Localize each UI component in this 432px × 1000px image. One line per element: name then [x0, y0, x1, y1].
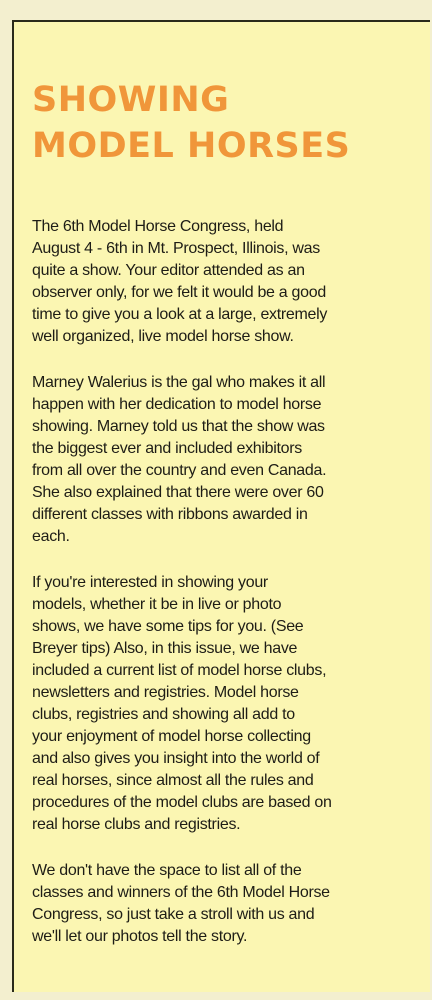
text-line: August 4 - 6th in Mt. Prospect, Illinois, was — [32, 240, 320, 257]
text-line: Congress, so just take a stroll with us and — [32, 906, 315, 923]
text-line: She also explained that there were over 60 — [32, 484, 324, 501]
article-title — [32, 77, 350, 169]
text-line: different classes with ribbons awarded in — [32, 506, 308, 523]
text-line: each. — [32, 528, 70, 545]
text-line: models, whether it be in live or photo — [32, 596, 282, 613]
text-line: well organized, live model horse show. — [32, 328, 294, 345]
text-line: the biggest ever and included exhibitors — [32, 440, 302, 457]
text-line: real horses, since almost all the rules and — [32, 772, 314, 789]
text-line: Marney Walerius is the gal who makes it all — [32, 374, 326, 391]
article-title-line: MODEL HORSES — [32, 126, 351, 166]
text-line: real horse clubs and registries. — [32, 816, 241, 833]
text-line: newsletters and registries. Model horse — [32, 684, 299, 701]
text-line: from all over the country and even Canada. — [32, 462, 327, 479]
article-title-line: SHOWING — [32, 80, 230, 120]
text-line: shows, we have some tips for you. (See — [32, 618, 304, 635]
paragraph-photos-story — [32, 860, 412, 948]
paragraph-showing-tips — [32, 572, 412, 836]
text-line: and also gives you insight into the world of — [32, 750, 320, 767]
text-line: observer only, for we felt it would be a good — [32, 284, 326, 301]
paragraph-marney-walerius — [32, 372, 412, 548]
text-line: included a current list of model horse clubs, — [32, 662, 327, 679]
text-line: We don't have the space to list all of the — [32, 862, 302, 879]
text-line: procedures of the model clubs are based on — [32, 794, 332, 811]
text-line: showing. Marney told us that the show was — [32, 418, 325, 435]
text-line: If you're interested in showing your — [32, 574, 268, 591]
text-line: quite a show. Your editor attended as an — [32, 262, 305, 279]
text-line: clubs, registries and showing all add to — [32, 706, 295, 723]
text-line: we'll let our photos tell the story. — [32, 928, 248, 945]
text-line: your enjoyment of model horse collecting — [32, 728, 311, 745]
article-body — [32, 216, 412, 972]
page — [12, 20, 430, 992]
text-line: classes and winners of the 6th Model Horse — [32, 884, 330, 901]
text-line: The 6th Model Horse Congress, held — [32, 218, 284, 235]
text-line: Breyer tips) Also, in this issue, we have — [32, 640, 298, 657]
text-line: happen with her dedication to model horse — [32, 396, 322, 413]
text-line: time to give you a look at a large, extremely — [32, 306, 328, 323]
paragraph-congress-intro — [32, 216, 412, 348]
